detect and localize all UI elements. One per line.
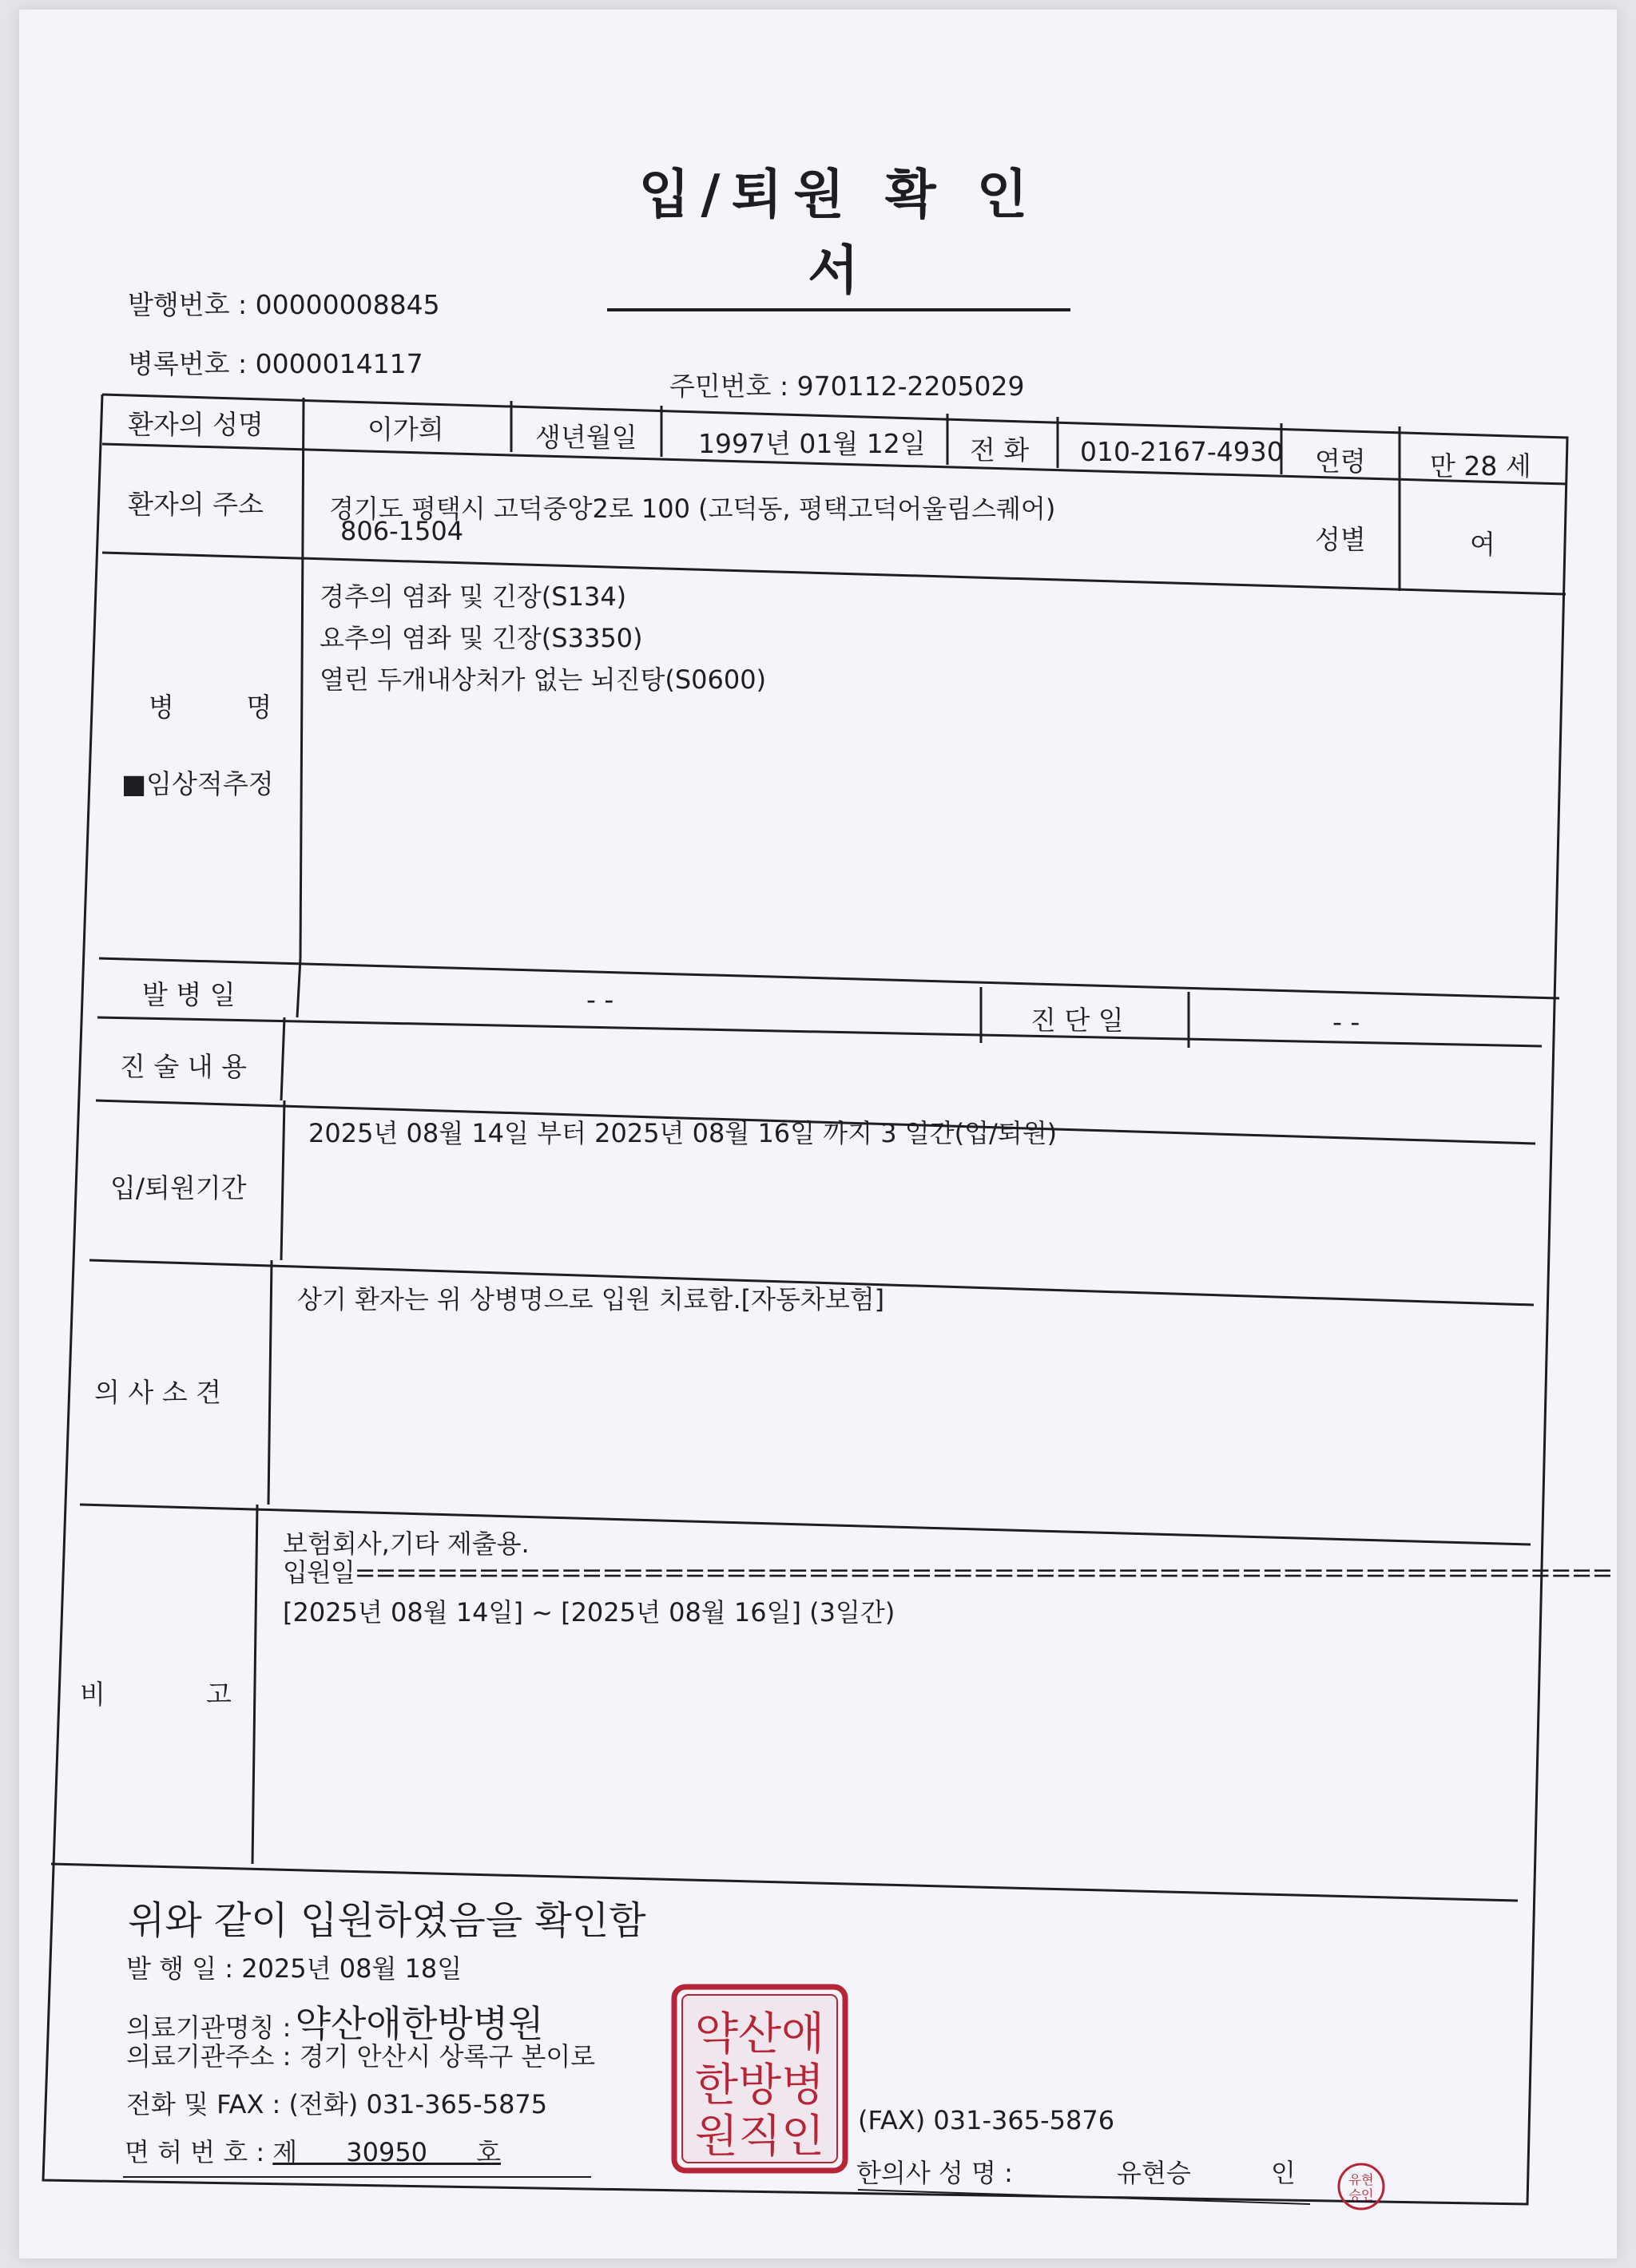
stamp-text-line: 승인 [1348, 2187, 1374, 2203]
seal-mark-label: 인 [1270, 2158, 1296, 2188]
fax-number: (FAX) 031-365-5876 [858, 2105, 1115, 2135]
age-value: 만 28 세 [1430, 450, 1531, 482]
institution-name-value: 약산애한방병원 [295, 2002, 544, 2045]
remarks-line: [2025년 08월 14일] ~ [2025년 08월 16일] (3일간) [283, 1597, 895, 1628]
remarks-label-right: 고 [206, 1679, 232, 1710]
remarks-line: 보험회사,기타 제출용. [283, 1529, 530, 1559]
address-line-1: 경기도 평택시 고덕중앙2로 100 (고덕동, 평택고덕어울림스퀘어) [329, 494, 1056, 524]
issue-number-label: 발행번호 : [128, 289, 248, 320]
opinion-label: 의 사 소 견 [94, 1377, 221, 1408]
diagnosis-item: 요추의 염좌 및 긴장(S3350) [320, 623, 643, 653]
resident-number-label: 주민번호 : [669, 371, 789, 402]
doctor-signature [856, 2153, 1296, 2190]
doctor-label: 한의사 성 명 : [856, 2158, 1013, 2188]
stamp-text-line: 유현 [1348, 2172, 1374, 2187]
resident-number-value: 970112-2205029 [796, 371, 1025, 402]
patient-name-value: 이가희 [367, 414, 444, 445]
diagnosis-item: 열린 두개내상처가 없는 뇌진탕(S0600) [320, 664, 767, 695]
address-label: 환자의 주소 [128, 489, 264, 520]
doctor-seal-stamp [1336, 2161, 1387, 2212]
issue-date [126, 1949, 462, 1985]
phone-fax [126, 2084, 547, 2121]
onset-label: 발 병 일 [142, 979, 236, 1010]
seal-text-line: 약산애 [694, 2008, 825, 2060]
sex-label: 성별 [1315, 524, 1366, 555]
dob-value: 1997년 01월 12일 [698, 428, 926, 459]
age-label: 연령 [1315, 446, 1366, 477]
doctor-name: 유현승 [1117, 2158, 1191, 2188]
address-line-2: 806-1504 [340, 516, 464, 546]
onset-value: - - [586, 984, 614, 1015]
record-number-label: 병록번호 : [128, 348, 248, 379]
license-number-label: 면 허 번 호 : [125, 2137, 265, 2167]
remarks-label-left: 비 [80, 1679, 105, 1710]
diagnosis-label: 병 명 [149, 692, 304, 723]
phone-fax-phone: (전화) 031-365-5875 [288, 2089, 548, 2119]
diagnosis-date-label: 진 단 일 [1030, 1005, 1124, 1036]
phone-value: 010-2167-4930 [1080, 436, 1284, 467]
remarks-line: 입원일============================================================= [283, 1557, 1613, 1588]
period-value: 2025년 08월 14일 부터 2025년 08월 16일 까지 3 일간(입/퇴원) [308, 1118, 1058, 1148]
institution-address-label: 의료기관주소 : [126, 2041, 292, 2072]
issue-date-label: 발 행 일 : [126, 1953, 234, 1984]
issue-date-value: 2025년 08월 18일 [241, 1953, 463, 1984]
license-number-value: 제 30950 호 [272, 2137, 501, 2167]
opinion-value: 상기 환자는 위 상병명으로 입원 치료함.[자동차보험] [297, 1284, 885, 1314]
sex-value: 여 [1470, 529, 1495, 560]
institution-name-label: 의료기관명칭 : [126, 2012, 292, 2043]
record-number-value: 0000014117 [255, 348, 423, 379]
phone-fax-label: 전화 및 FAX : [126, 2089, 281, 2119]
period-label: 입/퇴원기간 [110, 1172, 247, 1203]
institution-address-value: 경기 안산시 상록구 본이로 [299, 2041, 596, 2072]
diagnosis-sublabel: ■임상적추정 [121, 768, 274, 799]
patient-name-label: 환자의 성명 [128, 409, 264, 440]
phone-label: 전 화 [970, 434, 1030, 466]
confirmation-statement: 위와 같이 입원하였음을 확인함 [128, 1898, 646, 1943]
hospital-seal-stamp [671, 1984, 848, 2174]
statement-label: 진 술 내 용 [120, 1051, 247, 1082]
document-title: 입/퇴원 확 인 서 [607, 152, 1070, 311]
issue-number-value: 00000008845 [255, 289, 440, 320]
seal-text-line: 한방병 [694, 2060, 825, 2111]
license-number [125, 2132, 501, 2169]
diagnosis-item: 경추의 염좌 및 긴장(S134) [320, 581, 627, 612]
dob-label: 생년월일 [535, 422, 637, 453]
seal-text-line: 원직인 [694, 2111, 825, 2163]
diagnosis-date-value: - - [1332, 1006, 1360, 1037]
institution-address [126, 2036, 595, 2073]
